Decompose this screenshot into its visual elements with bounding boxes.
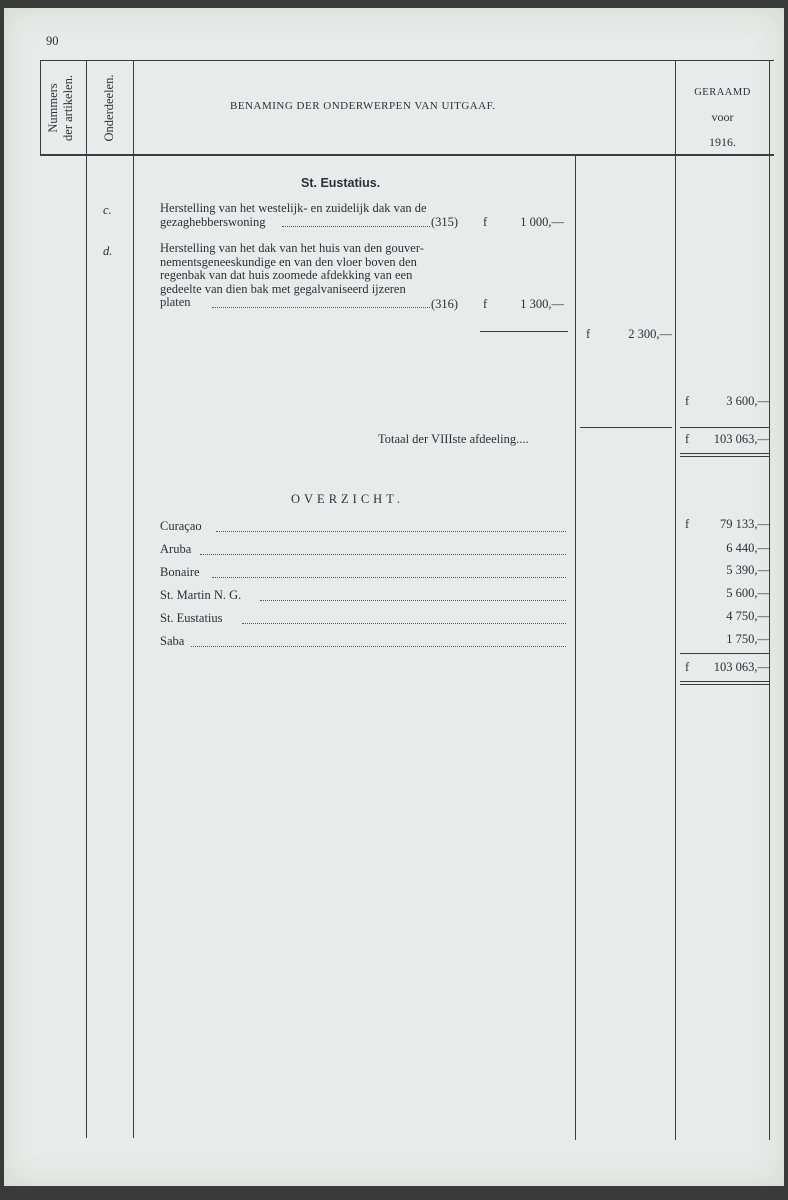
- item-d-text: Herstelling van het dak van het huis van den gouver- nementsgeneeskundige en van den vloer boven den regenbak van dat huis zoomede afdekking van een gedeelte van dien bak met gegalvaniseerd ijzeren platen: [160, 241, 424, 310]
- overzicht-heading: OVERZICHT.: [291, 492, 405, 506]
- overzicht-double-rule-1: [680, 681, 769, 682]
- overzicht-amount-saba: 1 750,—: [726, 632, 770, 646]
- header-bottom-rule: [40, 154, 774, 156]
- overzicht-amount-aruba: 6 440,—: [726, 541, 770, 555]
- overzicht-total-currency: f: [685, 660, 690, 674]
- overzicht-amount-st-martin: 5 600,—: [726, 586, 770, 600]
- header-onderdeelen: Onderdeelen.: [102, 74, 116, 142]
- overzicht-label-curacao: Curaçao: [160, 519, 202, 533]
- section-total-currency: f: [685, 394, 690, 408]
- section-total-amount: 3 600,—: [726, 394, 770, 408]
- item-c-text: Herstelling van het westelijk- en zuidelijk dak van de gezaghebberswoning: [160, 201, 427, 229]
- overzicht-leader: [216, 531, 566, 532]
- col-rule-artikelen: [86, 60, 87, 1138]
- header-top-rule: [40, 60, 774, 61]
- overzicht-total-rule: [680, 653, 769, 654]
- item-d-amount: 1 300,—: [520, 297, 564, 311]
- ledger-page: [4, 8, 784, 1186]
- col-rule-amount1: [575, 156, 576, 1140]
- overzicht-label-st-eustatius: St. Eustatius: [160, 611, 223, 625]
- overzicht-leader: [191, 646, 566, 647]
- item-c-ref: (315): [431, 215, 459, 229]
- header-benaming: BENAMING DER ONDERWERPEN VAN UITGAAF.: [230, 100, 496, 112]
- header-geraamd: GERAAMD voor 1916.: [694, 87, 751, 149]
- overzicht-leader: [200, 554, 566, 555]
- header-nummers: Nummers der artikelen.: [46, 75, 75, 141]
- item-d-ref: (316): [431, 297, 459, 311]
- overzicht-currency: f: [685, 517, 690, 531]
- item-c-amount: 1 000,—: [520, 215, 564, 229]
- overzicht-leader: [212, 577, 566, 578]
- item-c-leader: [282, 226, 430, 227]
- section-heading: St. Eustatius.: [301, 176, 381, 190]
- totaal-rule-mid: [580, 427, 672, 428]
- totaal-label: Totaal der VIIIste afdeeling....: [378, 432, 529, 446]
- overzicht-amount-st-eustatius: 4 750,—: [726, 609, 770, 623]
- overzicht-amount-bonaire: 5 390,—: [726, 563, 770, 577]
- overzicht-double-rule-2: [680, 684, 769, 685]
- overzicht-label-st-martin: St. Martin N. G.: [160, 588, 242, 602]
- overzicht-label-bonaire: Bonaire: [160, 565, 200, 579]
- col-rule-left: [40, 60, 41, 156]
- subtotal-rule: [480, 331, 568, 332]
- overzicht-amount-curacao: 79 133,—: [720, 517, 770, 531]
- item-d-leader: [212, 307, 430, 308]
- item-c-currency: f: [483, 215, 488, 229]
- overzicht-label-aruba: Aruba: [160, 542, 192, 556]
- totaal-double-rule-2: [680, 456, 769, 457]
- subtotal-currency: f: [586, 327, 591, 341]
- subtotal-amount: 2 300,—: [628, 327, 672, 341]
- totaal-rule-right: [680, 427, 769, 428]
- item-c-letter: c.: [103, 203, 112, 217]
- overzicht-leader: [242, 623, 566, 624]
- overzicht-leader: [260, 600, 566, 601]
- page-number: 90: [46, 34, 59, 48]
- item-d-letter: d.: [103, 244, 113, 258]
- totaal-amount: 103 063,—: [713, 432, 770, 446]
- overzicht-total-amount: 103 063,—: [713, 660, 770, 674]
- item-d-currency: f: [483, 297, 488, 311]
- col-rule-amount2: [675, 60, 676, 1140]
- totaal-double-rule-1: [680, 453, 769, 454]
- overzicht-label-saba: Saba: [160, 634, 185, 648]
- totaal-currency: f: [685, 432, 690, 446]
- col-rule-onderdeelen: [133, 60, 134, 1138]
